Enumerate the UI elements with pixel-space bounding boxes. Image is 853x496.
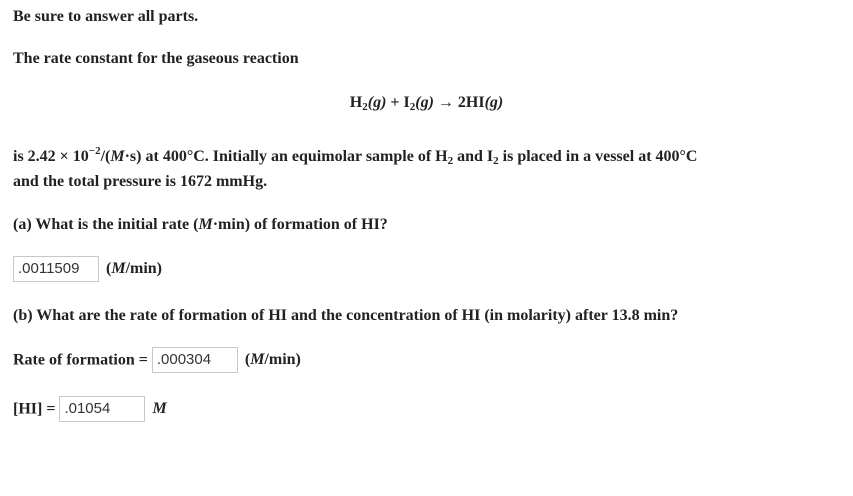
para-subscript: 2 (447, 155, 454, 167)
eq-product: → 2HI (433, 94, 485, 111)
question-a-molarity: M (198, 216, 213, 233)
answer-a-row (13, 256, 162, 282)
para-part: /( (100, 148, 111, 165)
para-part: is 2.42 × 10 (13, 148, 89, 165)
question-a-part: (a) What is the initial rate ( (13, 216, 199, 233)
unit-molarity: M (250, 351, 265, 369)
pressure-text: and the total pressure is 1672 mmHg. (13, 173, 268, 190)
question-a (13, 215, 388, 235)
concentration-label: [HI] = (13, 400, 56, 418)
unit-part: /min) (125, 260, 163, 278)
intro-text: The rate constant for the gaseous reaction (13, 50, 299, 67)
reaction-equation (0, 93, 853, 113)
unit-part: ( (106, 260, 112, 278)
eq-plus-i: + I (386, 94, 410, 111)
answer-a-input[interactable]: .0011509 (13, 256, 99, 282)
concentration-unit: M (152, 400, 167, 418)
concentration-input[interactable]: .01054 (59, 396, 145, 422)
answer-a-unit (106, 260, 162, 277)
para-subscript: 2 (493, 155, 499, 167)
eq-i-subscript: 2 (409, 101, 416, 113)
unit-part: /min) (264, 351, 301, 369)
question-a-part: ·min) of formation of HI? (212, 216, 388, 233)
unit-molarity: M (111, 260, 126, 278)
rate-constant-text (13, 147, 697, 167)
rate-input[interactable]: .000304 (152, 347, 238, 373)
para-part: ·s) at 400°C. Initially an equimolar sample of H (124, 148, 448, 165)
eq-state-3: (g) (484, 94, 504, 111)
rate-row (13, 347, 301, 373)
eq-h: H (349, 94, 363, 111)
rate-unit (245, 351, 301, 368)
unit-part: ( (244, 351, 251, 369)
para-part: is placed in a vessel at 400°C (498, 148, 698, 165)
para-exponent: −2 (88, 145, 101, 157)
eq-state-2: (g) (415, 94, 434, 111)
rate-label: Rate of formation = (13, 351, 148, 369)
para-part: and I (453, 148, 494, 165)
para-molarity: M (110, 148, 125, 165)
eq-h-subscript: 2 (362, 101, 368, 113)
instructions: Be sure to answer all parts. (13, 8, 199, 25)
concentration-row (13, 396, 167, 422)
question-b: (b) What are the rate of formation of HI and the concentration of HI (in molarity) after 13.8 min? (13, 307, 679, 324)
eq-state-1: (g) (367, 94, 387, 111)
